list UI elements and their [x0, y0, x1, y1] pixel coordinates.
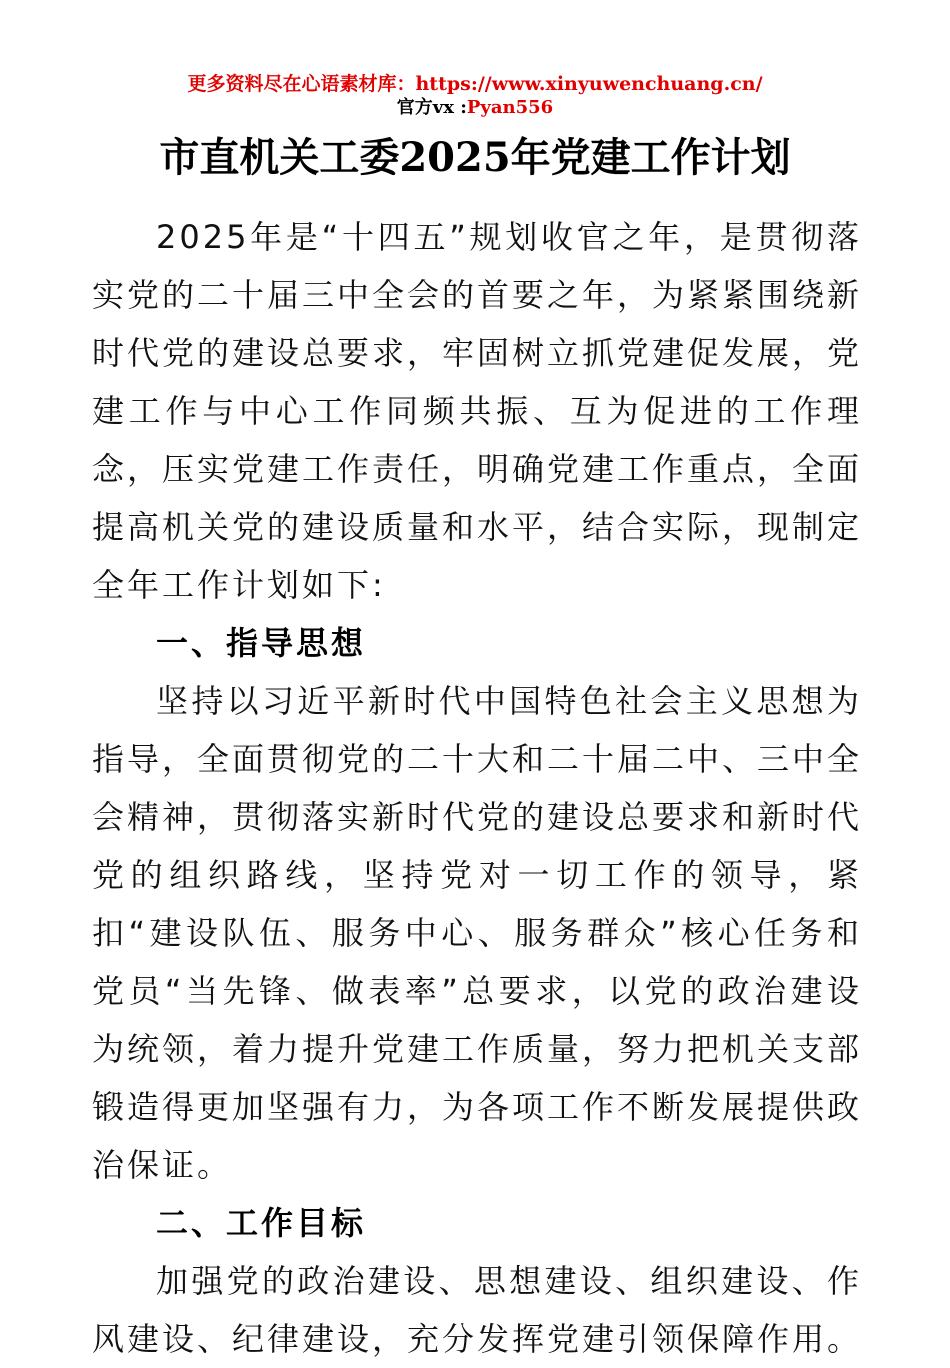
document-title: 市直机关工委2025年党建工作计划 [159, 134, 791, 181]
section-paragraph-work-goals: 加强党的政治建设、思想建设、组织建设、作风建设、纪律建设，充分发挥党建引领保障作用。 [92, 1262, 863, 1358]
contact-label: 官方vx : [396, 97, 467, 118]
contact-value: Pyan556 [466, 97, 554, 118]
document-body [92, 208, 862, 1368]
section-paragraph-guiding-ideology: 坚持以习近平新时代中国特色社会主义思想为指导，全面贯彻党的二十大和二十届二中、三中全会精神，贯彻落实新时代党的建设总要求和新时代党的组织路线，坚持党对一切工作的领导，紧扣“建设队伍、服务中心、服务群众”核心任务和党员“当先锋、做表率”总要求，以党的政治建设为统领，着力提升党建工作质量，努力把机关支部锻造得更加坚强有力，为各项工作不断发展提供政治保证。 [92, 682, 863, 1184]
intro-paragraph: 2025年是“十四五”规划收官之年，是贯彻落实党的二十届三中全会的首要之年，为紧紧围绕新时代党的建设总要求，牢固树立抓党建促发展，党建工作与中心工作同频共振、互为促进的工作理念，压实党建工作责任，明确党建工作重点，全面提高机关党的建设质量和水平，结合实际，现制定全年工作计划如下: [92, 218, 863, 604]
contact-header [0, 95, 950, 121]
promo-header: 更多资料尽在心语素材库：https://www.xinyuwenchuang.cn/ [187, 73, 763, 95]
section-heading-guiding-ideology: 一、指导思想 [156, 624, 367, 662]
section-heading-work-goals: 二、工作目标 [156, 1204, 367, 1242]
